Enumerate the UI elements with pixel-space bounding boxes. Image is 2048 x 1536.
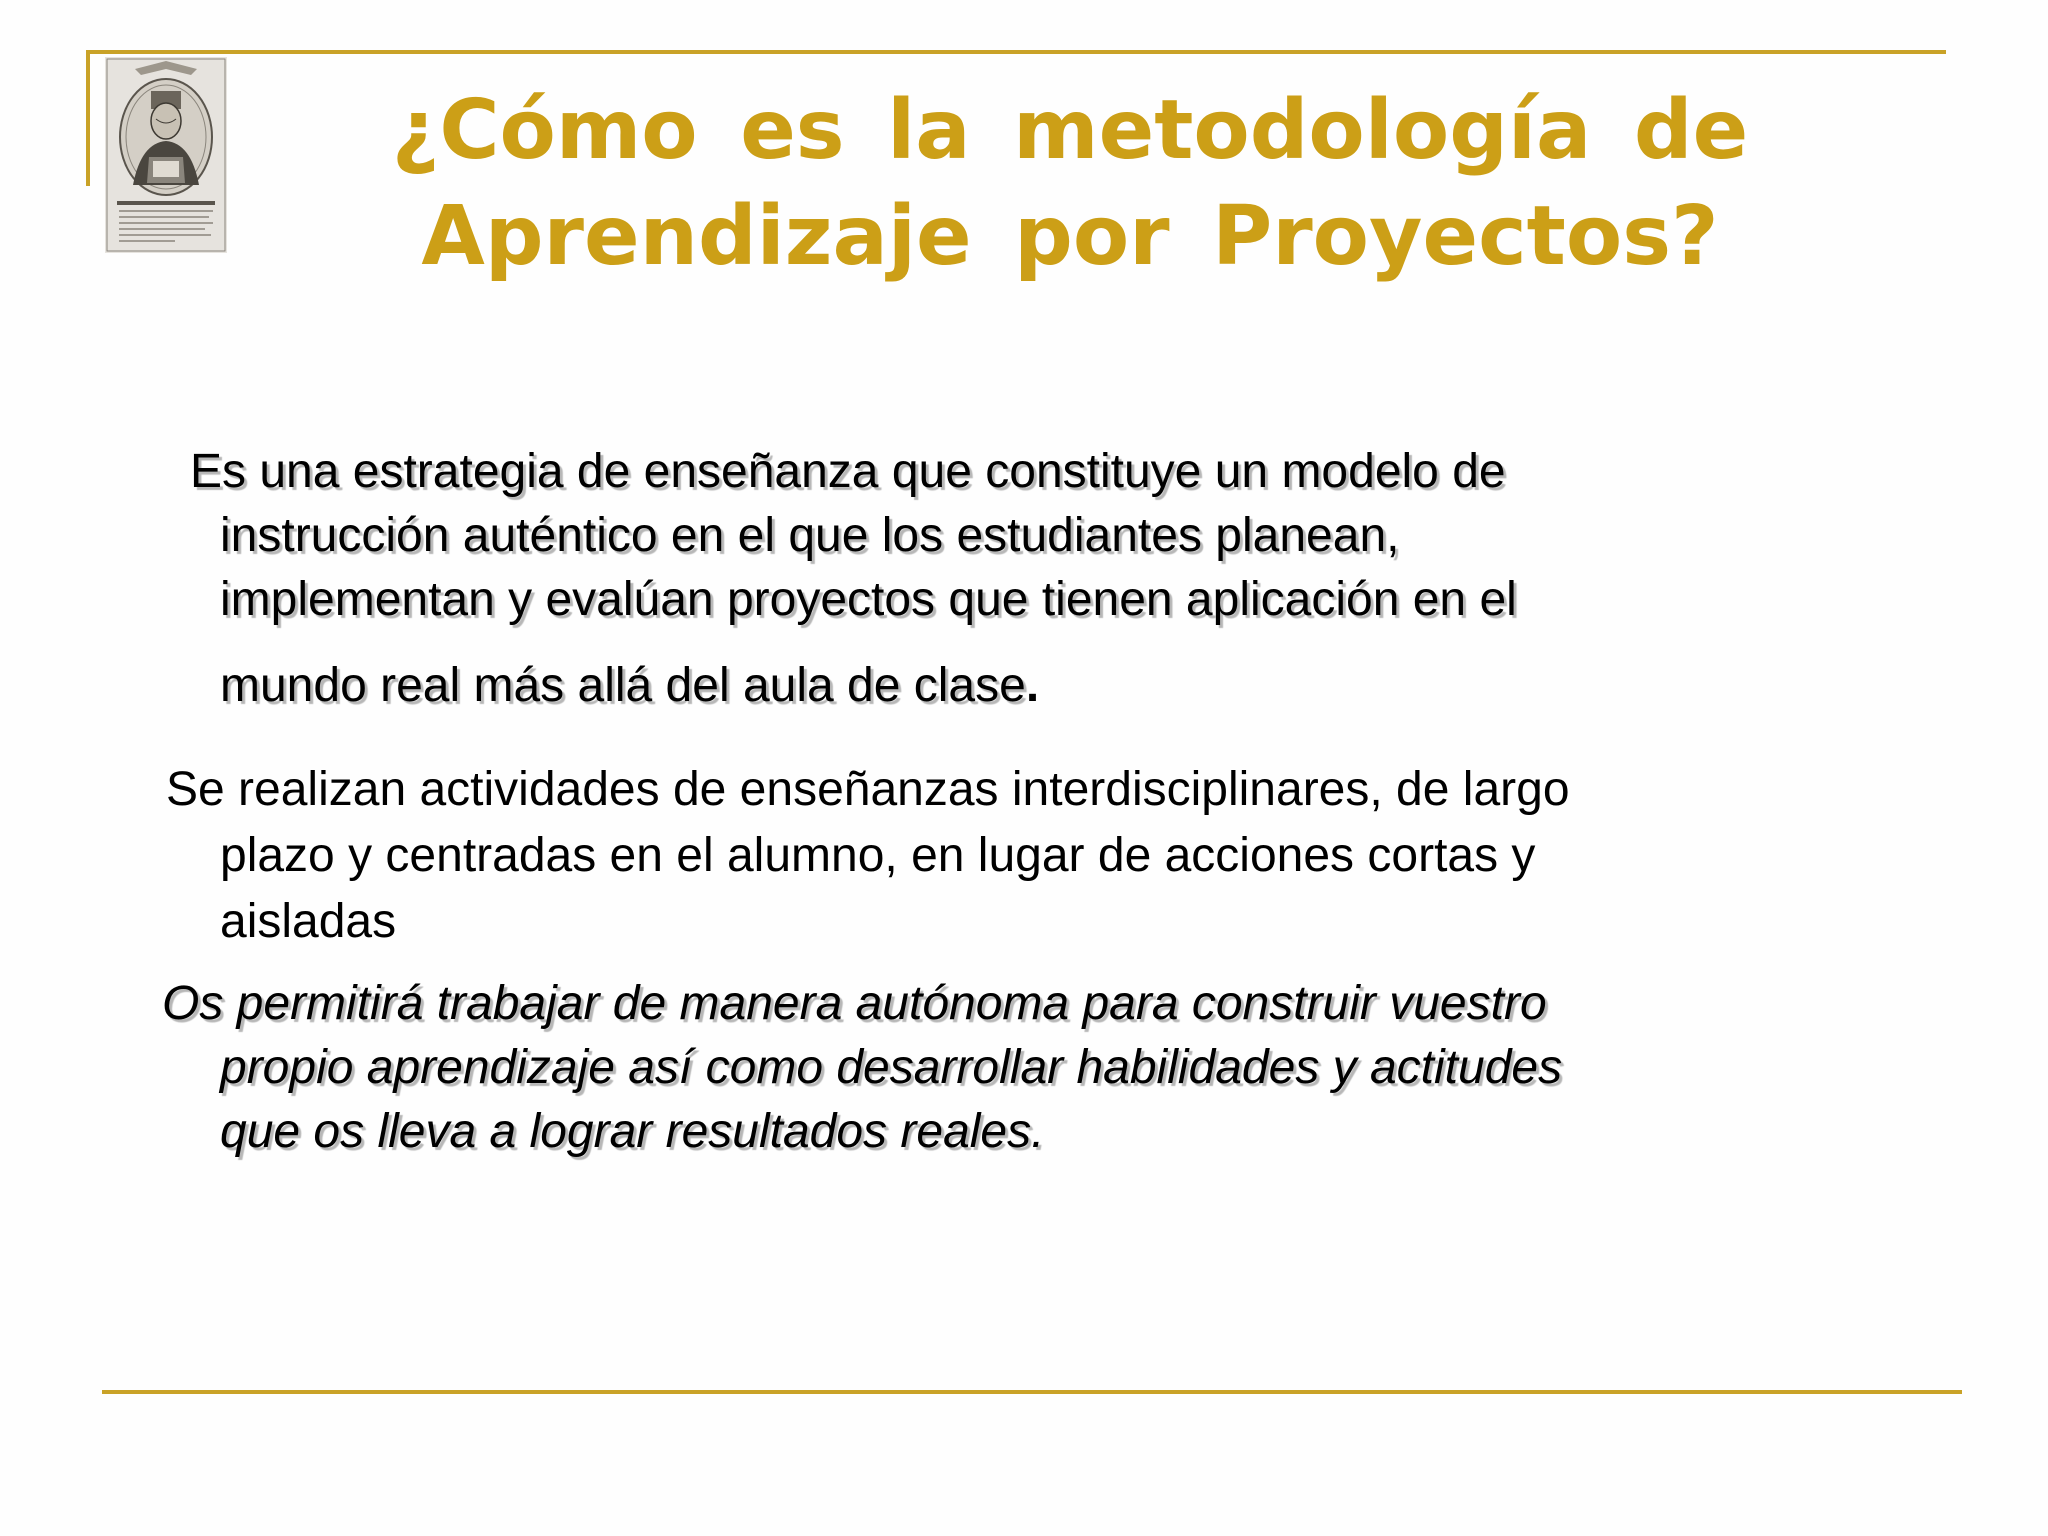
paragraph-definition-line-4-text: mundo real más allá del aula de clase [220,659,1026,712]
slide-title-line-1: ¿Cómo es la metodología de [391,83,1749,178]
paragraph-definition-line-4 [160,654,1880,718]
paragraph-activities [160,757,1880,955]
frame-top-rule [86,50,1946,54]
frame-left-rule [86,50,90,186]
slide-title [250,78,1890,290]
slide-title-line-2: Aprendizaje por Proyectos? [421,189,1719,284]
paragraph-definition [160,440,1880,718]
paragraph-activities-line-2: plazo y centradas en el alumno, en lugar de acciones cortas y [220,829,1536,882]
paragraph-definition-period: . [1025,659,1040,712]
paragraph-definition-line-1: Es una estrategia de enseñanza que constituye un modelo de [190,445,1506,498]
paragraph-autonomy [160,972,1880,1164]
paragraph-autonomy-line-2: propio aprendizaje así como desarrollar habilidades y actitudes [220,1041,1563,1094]
paragraph-definition-line-3: implementan y evalúan proyectos que tienen aplicación en el [220,573,1517,626]
paragraph-definition-line-2: instrucción auténtico en el que los estudiantes planean, [220,509,1400,562]
portrait-image [105,57,227,253]
paragraph-activities-line-1: Se realizan actividades de enseñanzas interdisciplinares, de largo [166,763,1570,816]
paragraph-activities-line-3: aisladas [220,895,397,948]
frame-bottom-rule [102,1390,1962,1394]
paragraph-autonomy-line-3: que os lleva a lograr resultados reales. [220,1105,1045,1158]
paragraph-autonomy-line-1: Os permitirá trabajar de manera autónoma para construir vuestro [162,977,1547,1030]
